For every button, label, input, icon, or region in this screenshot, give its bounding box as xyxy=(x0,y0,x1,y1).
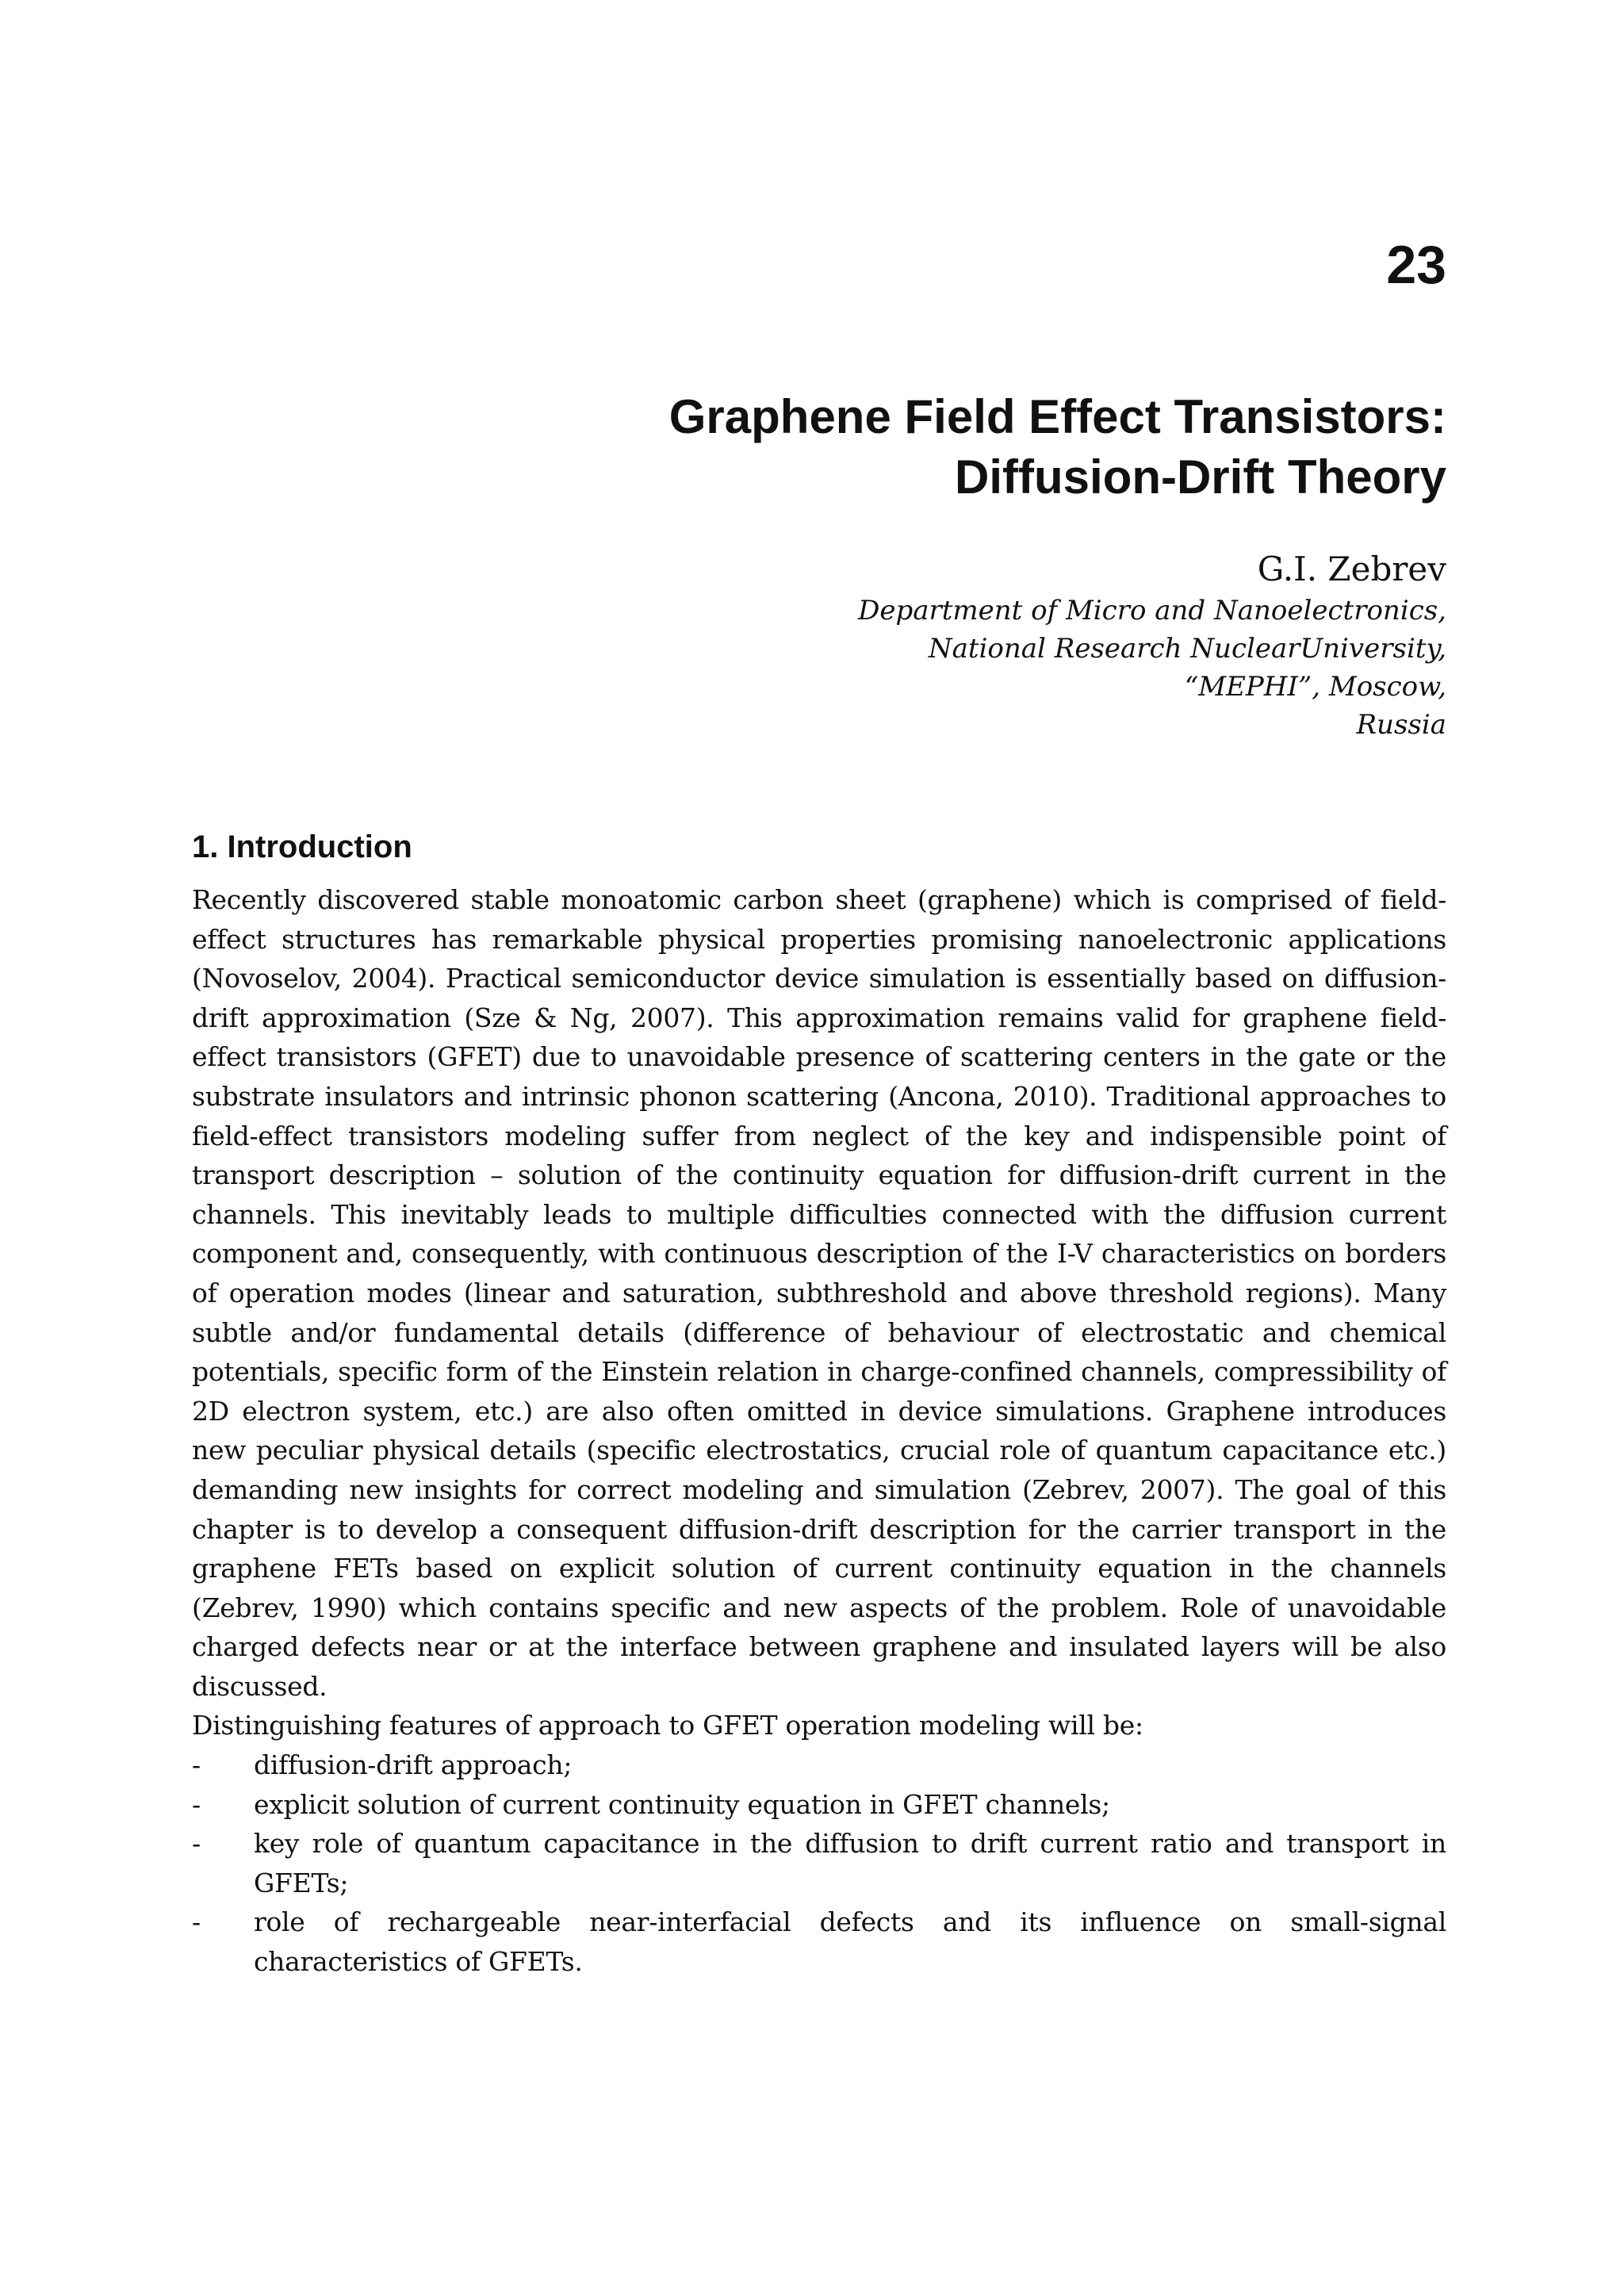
chapter-number: 23 xyxy=(1386,235,1446,295)
bullet-marker: - xyxy=(192,1749,201,1781)
bullet-marker: - xyxy=(192,1828,201,1860)
chapter-title-line-1: Graphene Field Effect Transistors: xyxy=(668,390,1446,443)
list-item-text: role of rechargeable near-interfacial defects and its influence on small-signal characteristics of GFETs. xyxy=(254,1906,1446,1978)
list-intro: Distinguishing features of approach to GFET operation modeling will be: xyxy=(192,1710,1143,1741)
intro-paragraph: Recently discovered stable monoatomic carbon sheet (graphene) which is comprised of field-effect structures has remarkable physical properties promising nanoelectronic applications (Novoselov, 2004). Practical semiconductor device simulation is essentially based on diffusion-drift approximation (Sze & Ng, 2007). This approximation remains valid for graphene field-effect transistors (GFET) due to unavoidable presence of scattering centers in the gate or the substrate insulators and intrinsic phonon scattering (Ancona, 2010). Traditional approaches to field-effect transistors modeling suffer from neglect of the key and indispensible point of transport description – solution of the continuity equation for diffusion-drift current in the channels. This inevitably leads to multiple difficulties connected with the diffusion current component and, consequently, with continuous description of the I-V characteristics on borders of operation modes (linear and saturation, subthreshold and above threshold regions). Many subtle and/or fundamental details (difference of behaviour of electrostatic and chemical potentials, specific form of the Einstein relation in charge-confined channels, compressibility of 2D electron system, etc.) are also often omitted in device simulations. Graphene introduces new peculiar physical details (specific electrostatics, crucial role of quantum capacitance etc.) demanding new insights for correct modeling and simulation (Zebrev, 2007). The goal of this chapter is to develop a consequent diffusion-drift description for the carrier transport in the graphene FETs based on explicit solution of current continuity equation in the channels (Zebrev, 1990) which contains specific and new aspects of the problem. Role of unavoidable charged defects near or at the interface between graphene and insulated layers will be also discussed. xyxy=(192,884,1446,1702)
affiliation-line: “MEPHI”, Moscow, xyxy=(1184,671,1446,703)
list-item-text: explicit solution of current continuity equation in GFET channels; xyxy=(254,1788,1110,1820)
list-item xyxy=(192,1745,1446,1785)
affiliation-line: Department of Micro and Nanoelectronics, xyxy=(858,595,1446,626)
author-name: G.I. Zebrev xyxy=(1257,550,1446,588)
bullet-marker: - xyxy=(192,1906,201,1938)
chapter-title xyxy=(669,387,1446,508)
list-item xyxy=(192,1902,1446,1981)
list-item-text: key role of quantum capacitance in the diffusion to drift current ratio and transport in GFETs; xyxy=(254,1828,1446,1898)
list-item xyxy=(192,1785,1446,1825)
list-item xyxy=(192,1824,1446,1902)
feature-list xyxy=(192,1745,1446,1982)
section-heading: 1. Introduction xyxy=(192,829,412,864)
chapter-title-line-2: Diffusion-Drift Theory xyxy=(955,450,1446,504)
affiliation-line: National Research NuclearUniversity, xyxy=(928,633,1446,665)
section-body xyxy=(192,880,1446,1982)
affiliation-line: Russia xyxy=(1356,709,1446,741)
author-block xyxy=(858,547,1446,744)
list-item-text: diffusion-drift approach; xyxy=(254,1749,573,1781)
bullet-marker: - xyxy=(192,1788,201,1820)
